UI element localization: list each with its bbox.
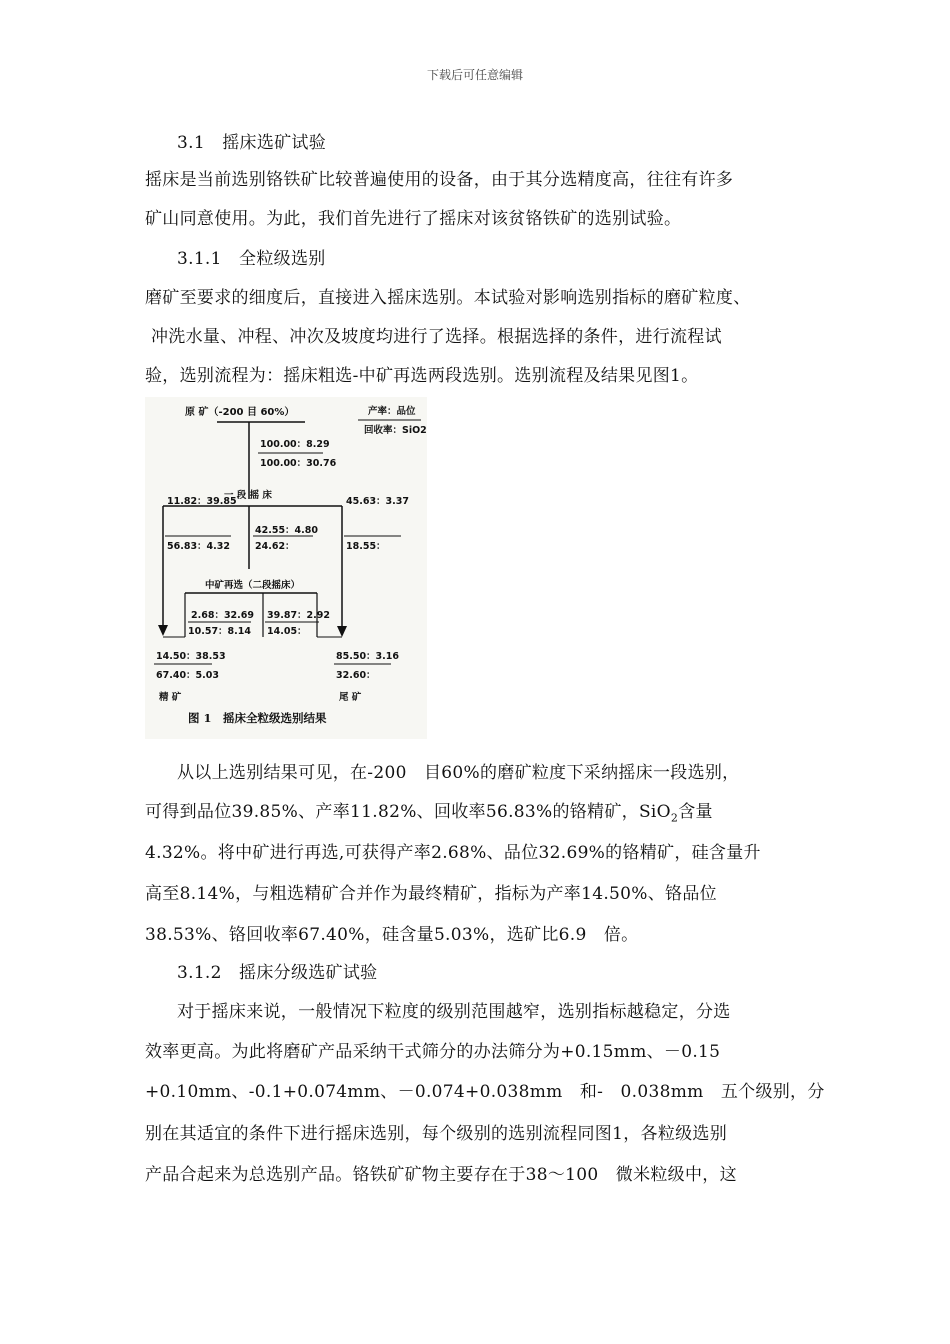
paragraph-line: 验，选别流程为：摇床粗选-中矿再选两段选别。选别流程及结果见图1。 [145,366,699,386]
paragraph-line: 别在其适宜的条件下进行摇床选别，每个级别的选别流程同图1，各粒级选别 [145,1124,728,1144]
subscript: 2 [670,811,679,825]
paragraph-line: 冲洗水量、冲程、冲次及坡度均进行了选择。根据选择的条件，进行流程试 [151,327,722,347]
paragraph-line: 磨矿至要求的细度后，直接进入摇床选别。本试验对影响选别指标的磨矿粒度、 [145,288,751,308]
tail2-recovery: 14.05： [267,626,307,637]
legend-yield-grade: 产率：品位 [368,406,416,417]
legend-recovery-sio2: 回收率：SiO2 [364,425,427,436]
feed-yield-grade: 100.00：8.29 [260,439,330,450]
conc2-recovery-sio2: 10.57：8.14 [188,626,251,637]
figure-caption: 图 1 摇床全粒级选别结果 [188,711,327,725]
paragraph-line: 摇床是当前选别铬铁矿比较普遍使用的设备，由于其分选精度高，往往有许多 [145,170,734,190]
text-segment: 可得到品位39.85%、产率11.82%、回收率56.83%的铬精矿，SiO [145,802,671,822]
text-segment: 含量 [678,802,713,822]
paragraph-line: 产品合起来为总选别产品。铬铁矿矿物主要存在于38～100 微米粒级中，这 [145,1165,737,1185]
mid1-yield-grade: 42.55：4.80 [255,525,318,536]
page-header: 下载后可任意编辑 [426,68,523,82]
final-conc-recovery-sio2: 67.40：5.03 [156,670,219,681]
stage1-label: 一 段 摇 床 [224,490,272,501]
final-conc-yield-grade: 14.50：38.53 [156,651,226,662]
feed-label: 原 矿（-200 目 60%） [185,407,295,418]
paragraph-line: 效率更高。为此将磨矿产品采纳干式筛分的办法筛分为+0.15mm、－0.15 [145,1042,721,1062]
paragraph-line: 高至8.14%，与粗选精矿合并作为最终精矿，指标为产率14.50%、铬品位 [145,884,717,904]
section-heading-3-1-1: 3.1.1 全粒级选别 [177,249,326,269]
flowchart-svg [145,397,427,739]
tail2-yield-grade: 39.87：2.92 [267,610,330,621]
paragraph-line: 矿山同意使用。为此，我们首先进行了摇床对该贫铬铁矿的选别试验。 [145,209,682,229]
paragraph-line: 38.53%、铬回收率67.40%，硅含量5.03%，选矿比6.9 倍。 [145,925,639,945]
paragraph-line: 4.32%。将中矿进行再选,可获得产率2.68%、品位32.69%的铬精矿，硅含量升 [145,843,761,863]
paragraph-line: +0.10mm、-0.1+0.074mm、－0.074+0.038mm 和- 0.038mm 五个级别，分 [145,1082,825,1102]
final-tail-yield-grade: 85.50：3.16 [336,651,399,662]
conc2-yield-grade: 2.68：32.69 [191,610,254,621]
conc1-yield-grade: 11.82：39.85 [167,496,237,507]
tail-label: 尾 矿 [339,692,362,703]
stage2-label: 中矿再选（二段摇床） [205,580,301,591]
paragraph-line: 从以上选别结果可见，在-200 目60%的磨矿粒度下采纳摇床一段选别， [177,763,740,783]
mid1-recovery: 24.62： [255,541,295,552]
paragraph-line [145,797,713,824]
final-tail-recovery: 32.60： [336,670,376,681]
conc1-recovery-sio2: 56.83：4.32 [167,541,230,552]
section-heading-3-1-2: 3.1.2 摇床分级选矿试验 [177,963,378,983]
conc-label: 精 矿 [159,692,182,703]
section-heading-3-1: 3.1 摇床选矿试验 [177,133,327,153]
paragraph-line: 对于摇床来说，一般情况下粒度的级别范围越窄，选别指标越稳定，分选 [177,1002,731,1022]
tail1-yield-grade: 45.63：3.37 [346,496,409,507]
feed-recovery-sio2: 100.00：30.76 [260,458,337,469]
tail1-recovery: 18.55： [346,541,386,552]
flowchart-figure [145,397,427,739]
